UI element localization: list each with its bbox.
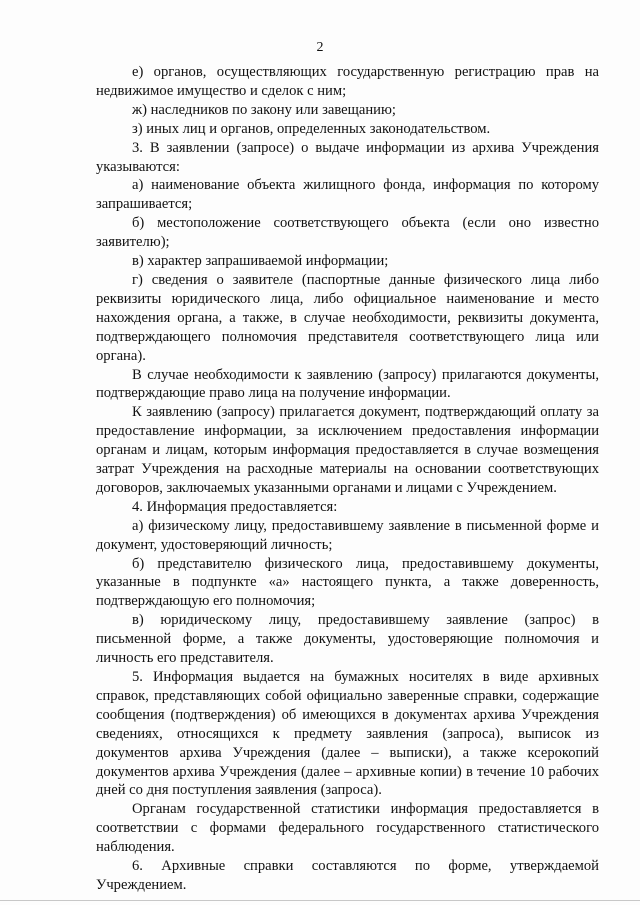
paragraph-payment-document: К заявлению (запросу) прилагается документ, подтверждающий оплату за предоставление информации, за исключением предоставления информации органам и лицам, которым информация предоставляется в случае возмещения затрат Учреждения на расходные материалы на основании соответствующих договоров, заключаемых указанными органами и лицами с Учреждением. (96, 404, 599, 496)
paragraph-z-other-persons: з) иных лиц и органов, определенных законодательством. (132, 120, 491, 137)
paragraph-5-paper-format: 5. Информация выдается на бумажных носителях в виде архивных справок, представляющих собой официально заверенные справки, содержащие сообщения (подтверждения) об имеющихся в документах архива Учреждения сведениях, относящихся к предмету заявления (запроса), выписок из документов архива Учреждения (далее – выписки), а также ксерокопий документов архива Учреждения (далее – архивные копии) в течение 10 рабочих дней со дня поступления заявления (запроса). (96, 669, 599, 799)
paragraph-b-object-location: б) местоположение соответствующего объекта (если оно известно заявителю); (96, 215, 599, 251)
page-number: 2 (316, 40, 324, 55)
paragraph-6-archive-certificates: 6. Архивные справки составляются по форме, утверждаемой Учреждением. (96, 858, 599, 893)
paragraph-a-object-name: а) наименование объекта жилищного фонда, информация по которому запрашивается; (96, 177, 599, 213)
paragraph-supporting-documents: В случае необходимости к заявлению (запросу) прилагаются документы, подтверждающие право лица на получение информации. (96, 366, 599, 402)
scan-edge-line (0, 900, 640, 901)
paragraph-3-request-contents: 3. В заявлении (запросе) о выдаче информации из архива Учреждения указываются: (96, 139, 599, 175)
paragraph-e-registration-bodies: е) органов, осуществляющих государственную регистрацию прав на недвижимое имущество и сделок с ним; (96, 64, 599, 99)
paragraph-zh-heirs: ж) наследников по закону или завещанию; (132, 101, 396, 118)
paragraph-v-info-type: в) характер запрашиваемой информации; (132, 253, 389, 270)
paragraph-v-legal-entity: в) юридическому лицу, предоставившему заявление (запрос) в письменной форме, а также документы, удостоверяющие полномочия и личность его представителя. (96, 612, 599, 667)
paragraph-g-applicant-details: г) сведения о заявителе (паспортные данные физического лица либо реквизиты юридического лица, либо официальное наименование и место нахождения органа, а также, в случае необходимости, реквизиты документа, подтверждающего полномочия представителя соответствующего лица или органа). (96, 271, 599, 364)
paragraph-b-representative: б) представителю физического лица, предоставившему документы, указанные в подпункте «а» настоящего пункта, а также доверенность, подтверждающую его полномочия; (96, 555, 599, 610)
body-text (96, 63, 599, 895)
paragraph-4-provided-to: 4. Информация предоставляется: (132, 498, 338, 515)
paragraph-a-individual: а) физическому лицу, предоставившему заявление в письменной форме и документ, удостоверяющий личность; (96, 517, 599, 553)
paragraph-statistics-bodies: Органам государственной статистики информация предоставляется в соответствии с формами федерального государственного статистического наблюдения. (96, 801, 599, 856)
